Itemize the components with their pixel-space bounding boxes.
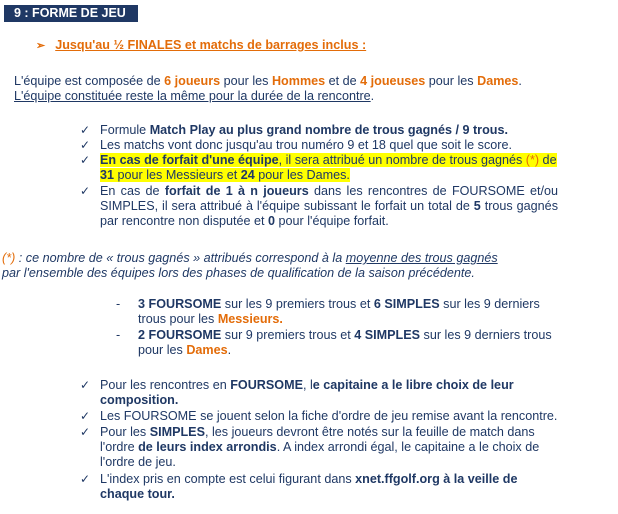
- intro-text: et de: [325, 74, 361, 88]
- rule-holes: [80, 138, 558, 153]
- arrow-icon: ➢: [36, 40, 46, 52]
- rule-bold: En cas de forfait d'une équipe: [100, 153, 279, 167]
- footnote-text: .: [471, 266, 475, 280]
- format-text: sur les 9 premiers trous et: [221, 297, 374, 311]
- rule-match-play: [80, 123, 558, 138]
- rule-foursome-order: [80, 409, 558, 424]
- rule-index: [80, 472, 558, 502]
- format-messieurs: [116, 297, 556, 327]
- intro-line-1: [14, 74, 522, 89]
- intro-text: L'équipe est composée de: [14, 74, 165, 88]
- footnote-text: par l'ensemble des équipes lors des phases de qualification de la saison précédente: [2, 266, 472, 280]
- check-icon: ✓: [80, 123, 91, 137]
- subtitle-text: Jusqu'au ½ FINALES et matchs de barrages inclus :: [55, 38, 367, 52]
- intro-text: .: [518, 74, 522, 88]
- intro-joueuses: 4 joueuses: [360, 74, 426, 88]
- format-text: .: [227, 343, 232, 357]
- format-dames: [116, 328, 556, 358]
- rule-text: En cas de: [100, 184, 165, 198]
- format-text: sur les 9 derniers trous pour les: [138, 297, 540, 326]
- check-icon: ✓: [80, 153, 91, 167]
- rule-simples-order: [80, 425, 558, 470]
- rule-bold: à la veille de chaque tour.: [100, 472, 518, 501]
- intro-paragraph: [14, 74, 522, 104]
- intro-dames: Dames: [477, 74, 519, 88]
- rule-bold: forfait de 1 à n joueurs: [164, 184, 309, 198]
- rule-text: Pour les rencontres en: [100, 378, 231, 392]
- intro-text: pour les: [220, 74, 272, 88]
- rule-text: pour les Messieurs et: [114, 168, 241, 182]
- format-text: sur 9 premiers trous et: [221, 328, 355, 342]
- format-bold: 4 SIMPLES: [354, 328, 421, 342]
- format-messieurs-label: Messieurs.: [217, 312, 283, 326]
- format-bold: 3 FOURSOME: [138, 297, 222, 311]
- dash-icon: -: [116, 297, 121, 311]
- rule-bold: 0: [268, 214, 276, 228]
- rule-bold: de leurs index arrondis: [138, 440, 277, 454]
- format-bold: 6 SIMPLES: [373, 297, 440, 311]
- rule-team-forfeit: [80, 153, 558, 183]
- rule-foursome-choice: [80, 378, 558, 408]
- check-icon: ✓: [80, 138, 91, 152]
- check-icon: ✓: [80, 378, 91, 392]
- section-title: 9 : FORME DE JEU: [4, 5, 138, 22]
- rule-text: trous gagnés par rencontre non disputée et: [100, 199, 558, 228]
- footnote-asterisk: (*): [2, 251, 16, 265]
- rule-bold: 24: [240, 168, 255, 182]
- footnote: [2, 251, 498, 281]
- intro-underlined: L'équipe constituée reste la même pour la durée de la rencontre: [14, 89, 371, 103]
- rule-text: L'index pris en compte est celui figurant dans: [100, 472, 356, 486]
- rule-bold: 5: [473, 199, 481, 213]
- dash-icon: -: [116, 328, 121, 342]
- rule-text: Formule: [100, 123, 150, 137]
- footnote-underlined: moyenne des trous gagnés: [345, 251, 498, 265]
- rule-text: pour les Dames.: [254, 168, 350, 182]
- check-icon: ✓: [80, 184, 91, 198]
- rule-bold: Match Play au plus grand nombre de trous gagnés / 9 trous.: [149, 123, 508, 137]
- footnote-text: : ce nombre de « trous gagnés » attribués correspond à la: [15, 251, 346, 265]
- rule-text: de: [539, 153, 557, 167]
- intro-line-2: [14, 89, 522, 104]
- intro-text: pour les: [425, 74, 478, 88]
- check-icon: ✓: [80, 409, 91, 423]
- rule-player-forfeit: [80, 184, 558, 229]
- rule-asterisk: (*): [525, 153, 540, 167]
- rule-text: , les joueurs devront être notés sur la feuille de match dans l'ordre: [100, 425, 535, 454]
- rule-bold: e capitaine a le libre choix de leur composition.: [100, 378, 514, 407]
- intro-text: .: [370, 89, 375, 103]
- check-icon: ✓: [80, 472, 91, 486]
- format-bold: 2 FOURSOME: [138, 328, 222, 342]
- rule-text: , il sera attribué un nombre de trous gagnés: [278, 153, 526, 167]
- check-icon: ✓: [80, 425, 91, 439]
- intro-joueurs: 6 joueurs: [164, 74, 221, 88]
- rule-bold: SIMPLES: [149, 425, 205, 439]
- rule-bold: 31: [100, 168, 115, 182]
- rule-text: Les matchs vont donc jusqu'au trou numéro 9 et 18 quel que soit le score.: [100, 138, 512, 152]
- rule-text: . A index arrondi égal, le capitaine a le choix de l'ordre de jeu.: [100, 440, 540, 469]
- rule-text: Les FOURSOME se jouent selon la fiche d'ordre de jeu remise avant la rencontre.: [100, 409, 558, 423]
- rule-bold: FOURSOME: [230, 378, 303, 392]
- rule-text: dans les rencontres de FOURSOME et/ou SIMPLES, il sera attribué à l'équipe subissant le forfait un total de: [100, 184, 558, 213]
- rule-text: Pour les: [100, 425, 150, 439]
- rule-text: , l: [302, 378, 313, 392]
- subtitle: [36, 38, 366, 52]
- format-dames-label: Dames: [186, 343, 228, 357]
- rule-text: pour l'équipe forfait.: [275, 214, 389, 228]
- format-text: sur les 9 derniers trous pour les: [138, 328, 552, 357]
- xnet-link: xnet.ffgolf.org: [355, 472, 440, 486]
- intro-hommes: Hommes: [271, 74, 326, 88]
